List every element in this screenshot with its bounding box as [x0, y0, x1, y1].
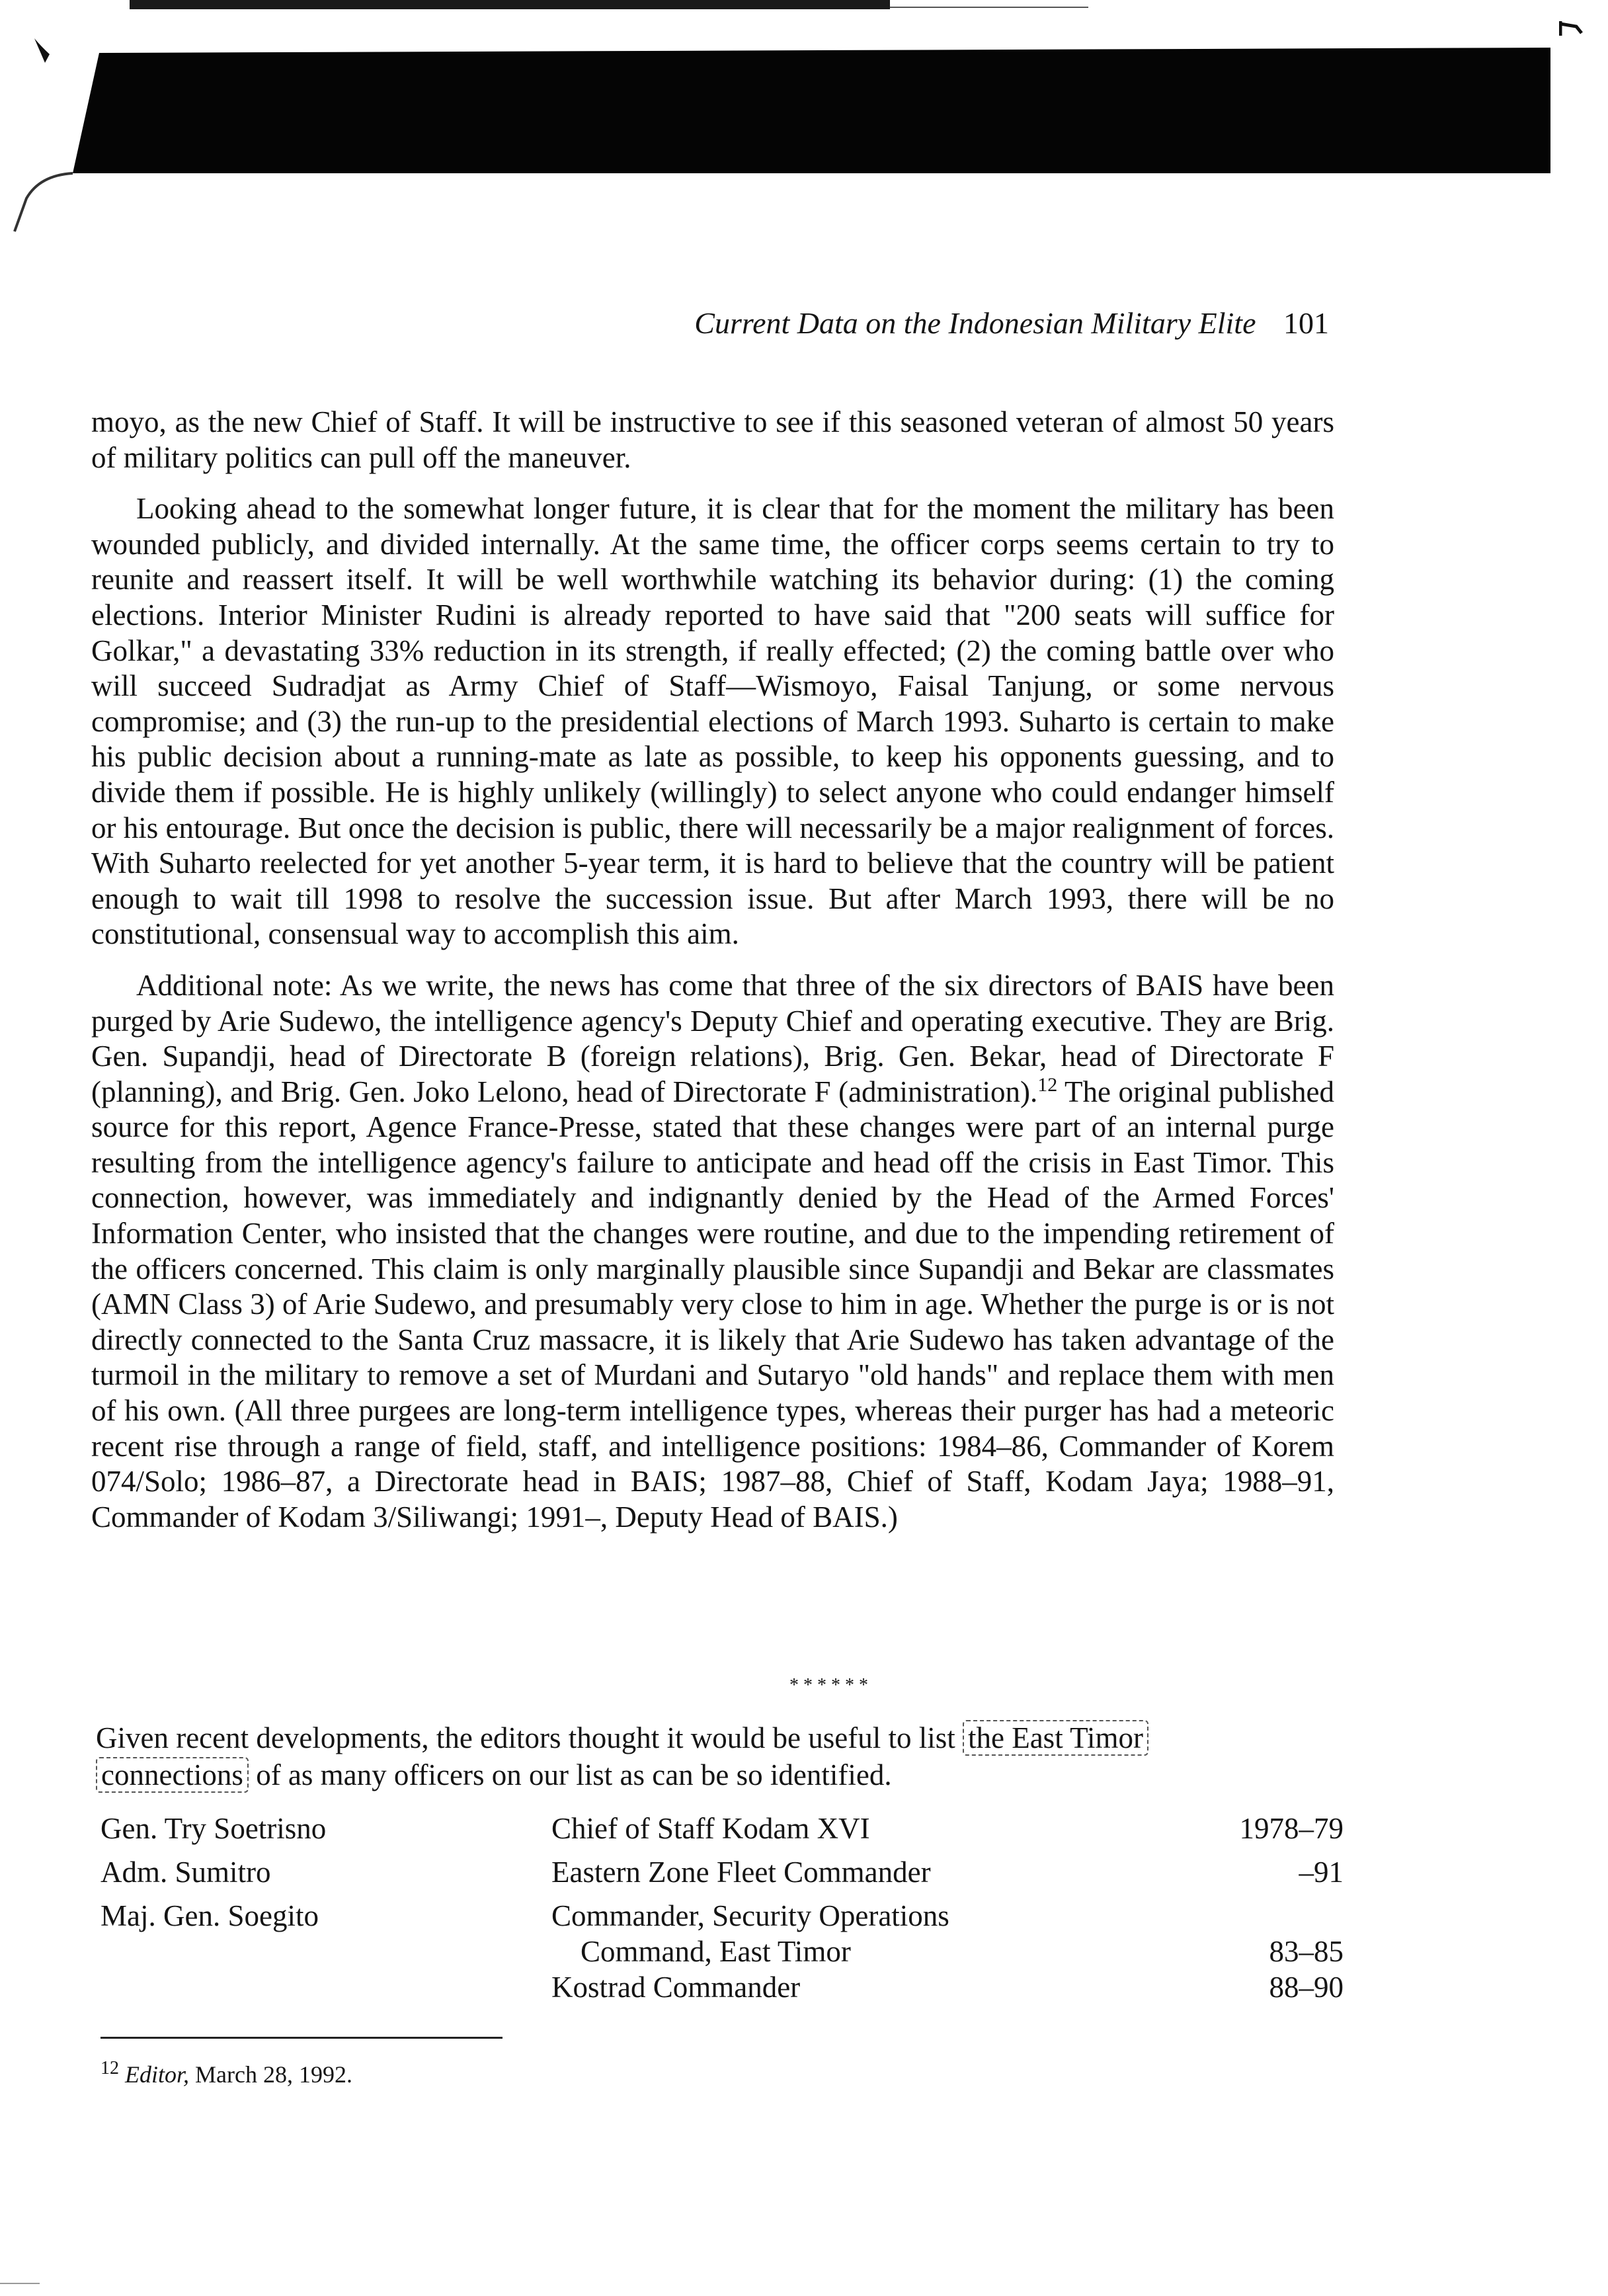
- post-title: Chief of Staff Kodam XVI: [551, 1812, 870, 1845]
- body-text: [91, 405, 1334, 1551]
- post-row: [551, 1811, 1344, 1846]
- footnote-date: March 28, 1992.: [189, 2061, 352, 2088]
- additional-note-text-b: The original published source for this report, Agence France-Presse, stated that these changes were part of an internal purge resulting from the intelligence agency's failure to anticipate and head off the crisis in East Timor. This connection, however, was immediately and indignantly denied by the Head of the Armed Forces' Information Center, who insisted that the changes were routine, and due to the impending retirement of the officers concerned. This claim is only marginally plausible since Supandji and Bekar are classmates (AMN Class 3) of Arie Sudewo, and presumably very close to him in age. Whether the purge is or is not directly connected to the Santa Cruz massacre, it is likely that Arie Sudewo has taken advantage of the turmoil in the military to remove a set of Murdani and Sutaryo "old hands" and replace them with men of his own. (All three purgees are long-term intelligence types, whereas their purger has had a meteoric recent rise through a range of field, staff, and intelligence positions: 1984–86, Commander of Korem 074/Solo; 1986–87, a Directorate head in BAIS; 1987–88, Chief of Staff, Kodam Jaya; 1988–91, Commander of Kodam 3/Siliwangi; 1991–, Deputy Head of BAIS.): [91, 1075, 1334, 1534]
- editors-note: [96, 1719, 1299, 1793]
- footnote-rule: [100, 2037, 502, 2039]
- running-head: [681, 306, 1329, 341]
- page-number: 101: [1283, 306, 1329, 340]
- post-row: [551, 1898, 1344, 1969]
- scan-bottom-mark: [0, 2283, 40, 2284]
- officer-row: [100, 1854, 1344, 1890]
- paragraph-continued: moyo, as the new Chief of Staff. It will be instructive to see if this seasoned veteran of almost 50 years of military politics can pull off the maneuver.: [91, 405, 1334, 474]
- officer-posts: [551, 1898, 1344, 2005]
- post-years: –91: [1299, 1856, 1344, 1889]
- officer-name: Maj. Gen. Soegito: [100, 1899, 319, 1932]
- officer-list: [100, 1811, 1344, 2013]
- post-years: 1978–79: [1239, 1812, 1344, 1845]
- officer-posts: [551, 1811, 1344, 1846]
- post-years: 83–85: [1269, 1935, 1344, 1968]
- section-separator: ******: [789, 1675, 873, 1696]
- running-head-title: Current Data on the Indonesian Military Elite: [694, 306, 1256, 340]
- highlight-connections: connections: [96, 1757, 249, 1793]
- officer-name: Gen. Try Soetrisno: [100, 1812, 327, 1845]
- paragraph-additional-note: [91, 968, 1334, 1536]
- footnote: [100, 2058, 352, 2088]
- post-years: 88–90: [1269, 1971, 1344, 2004]
- officer-name: Adm. Sumitro: [100, 1856, 271, 1889]
- post-title-continued: Command, East Timor: [581, 1935, 851, 1968]
- post-row: [551, 1854, 1344, 1890]
- paragraph-longer-future: Looking ahead to the somewhat longer future, it is clear that for the moment the military has been wounded publicly, and divided internally. At the same time, the officer corps seems certain to try to reunite and reassert itself. It will be well worthwhile watching its behavior during: (1) the coming elections. Interior Minister Rudini is already reported to have said that "200 seats will suffice for Golkar," a devastating 33% reduction in its strength, if really effected; (2) the coming battle over who will succeed Sudradjat as Army Chief of Staff—Wismoyo, Faisal Tanjung, or some nervous compromise; and (3) the run-up to the presidential elections of March 1993. Suharto is certain to make his public decision about a running-mate as late as possible, to keep his opponents guessing, and to divide them if possible. He is highly unlikely (willingly) to select anyone who could endanger himself or his entourage. But once the decision is public, there will necessarily be a major realignment of forces. With Suharto reelected for yet another 5-year term, it is hard to believe that the country will be patient enough to wait till 1998 to resolve the succession issue. But after March 1993, there will be no constitutional, consensual way to accomplish this aim.: [91, 492, 1334, 951]
- additional-note-text-a: Additional note: As we write, the news has come that three of the six directors of BAIS have been purged by Arie Sudewo, the intelligence agency's Deputy Chief and operating executive. They are Brig. Gen. Supandji, head of Directorate B (foreign relations), Brig. Gen. Bekar, head of Directorate F (planning), and Brig. Gen. Joko Lelono, head of Directorate F (administration).: [91, 968, 1334, 1108]
- scan-corner-mark: [1559, 20, 1586, 40]
- editors-note-text-a: Given recent developments, the editors thought it would be useful to list: [96, 1721, 963, 1754]
- officer-row: [100, 1898, 1344, 2005]
- footnote-source: Editor,: [125, 2061, 190, 2088]
- footnote-number: 12: [100, 2058, 119, 2078]
- post-row: [551, 1969, 1344, 2005]
- officer-posts: [551, 1854, 1344, 1890]
- post-title: Eastern Zone Fleet Commander: [551, 1856, 931, 1889]
- post-title: Kostrad Commander: [551, 1971, 801, 2004]
- editors-note-text-b: of as many officers on our list as can be so identified.: [248, 1758, 892, 1791]
- footnote-reference: 12: [1037, 1073, 1058, 1096]
- scan-black-band: [0, 0, 1608, 251]
- officer-row: [100, 1811, 1344, 1846]
- highlight-east-timor: the East Timor: [963, 1720, 1148, 1756]
- post-title: Commander, Security Operations Command, East Timor: [551, 1899, 949, 1968]
